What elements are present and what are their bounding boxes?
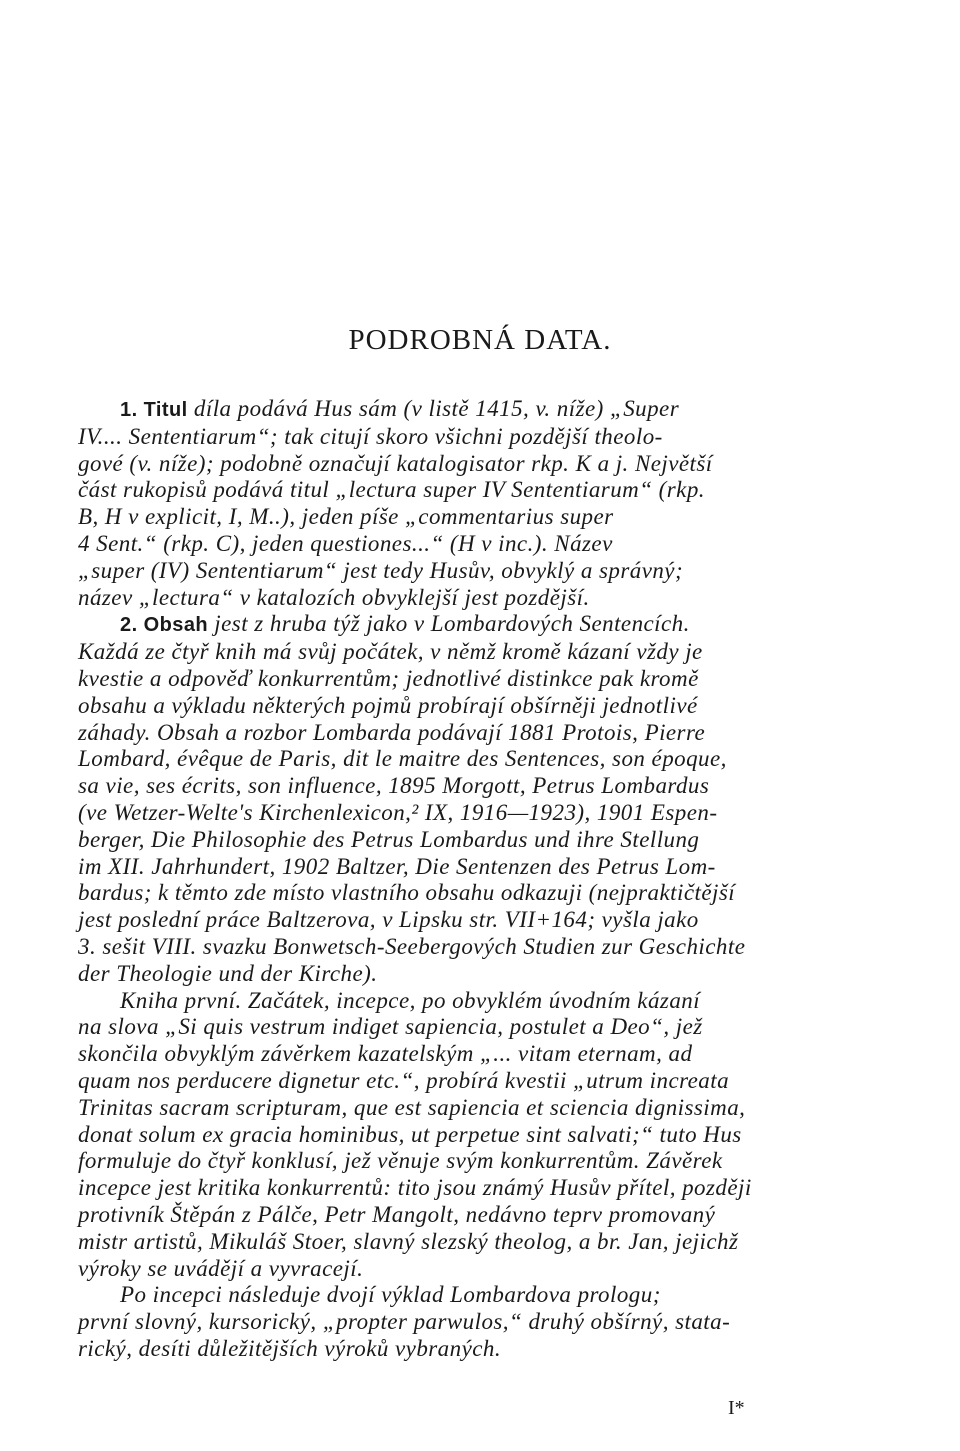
line-text: první slovný, kursorický, „propter parwulos,“ druhý obšírný, stata-: [78, 1309, 731, 1335]
text-line: [78, 504, 812, 531]
text-line: [78, 800, 812, 827]
text-line: [78, 746, 812, 773]
line-text: jest poslední práce Baltzerova, v Lipsku str. VII+164; vyšla jako: [78, 907, 699, 933]
line-text: donat solum ex gracia hominibus, ut perpetue sint salvati;“ tuto Hus: [78, 1121, 742, 1147]
line-text: Trinitas sacram scripturam, que est sapiencia et sciencia dignissima,: [78, 1094, 746, 1120]
line-text: Po incepci následuje dvojí výklad Lombardova prologu;: [120, 1282, 661, 1308]
text-line: [78, 854, 812, 881]
text-line: [78, 666, 812, 693]
text-line: [78, 531, 812, 558]
text-line: [78, 558, 812, 585]
line-text: bardus; k těmto zde místo vlastního obsahu odkazuji (nejpraktičtější: [78, 880, 736, 906]
line-text: 4 Sent.“ (rkp. C), jeden questiones...“ (H v inc.). Název: [78, 530, 613, 556]
line-text: Lombard, évêque de Paris, dit le maitre des Sentences, son époque,: [78, 746, 727, 772]
text-line: [78, 1282, 812, 1309]
folio-mark: I*: [728, 1397, 745, 1419]
line-text: formuluje do čtyř konklusí, jež věnuje svým konkurrentům. Závěrek: [78, 1148, 723, 1174]
text-line: [78, 1041, 812, 1068]
text-line: [78, 720, 812, 747]
line-text: mistr artistů, Mikuláš Stoer, slavný slezský theolog, a br. Jan, jejichž: [78, 1228, 739, 1254]
text-line: [78, 396, 812, 424]
text-line: [78, 988, 812, 1015]
section-number: 1.: [120, 399, 144, 421]
line-text: B, H v explicit, I, M..), jeden píše „commentarius super: [78, 504, 614, 530]
text-line: [78, 585, 812, 612]
text-line: [78, 451, 812, 478]
line-text: název „lectura“ v katalozích obvyklejší jest pozdější.: [78, 584, 590, 610]
text-line: [78, 1202, 812, 1229]
text-line: [78, 424, 812, 451]
text-line: [78, 1336, 812, 1363]
text-line: [78, 1256, 812, 1283]
text-line: [78, 961, 812, 988]
text-line: [78, 934, 812, 961]
text-line: [78, 907, 812, 934]
text-line: [78, 1175, 812, 1202]
text-line: [78, 827, 812, 854]
section-term: Titul: [143, 399, 188, 421]
page-heading: PODROBNÁ DATA.: [348, 324, 612, 356]
line-text: skončila obvyklým závěrkem kazatelským „... vitam eternam, ad: [78, 1041, 693, 1067]
text-line: [78, 477, 812, 504]
text-line: [78, 1095, 812, 1122]
line-text: záhady. Obsah a rozbor Lombarda podávají 1881 Protois, Pierre: [78, 719, 706, 745]
line-text: díla podává Hus sám (v listě 1415, v. níže) „Super: [187, 396, 680, 421]
line-text: berger, Die Philosophie des Petrus Lombardus und ihre Stellung: [78, 826, 700, 852]
text-line: [78, 1014, 812, 1041]
line-text: Každá ze čtyř knih má svůj počátek, v němž kromě kázaní vždy je: [78, 639, 703, 665]
line-text: der Theologie und der Kirche).: [78, 960, 378, 986]
line-text: obsahu a výkladu některých pojmů probírají obšírněji jednotlivé: [78, 692, 698, 718]
text-line: [78, 611, 812, 639]
text-line: [78, 1309, 812, 1336]
text-line: [78, 639, 812, 666]
text-line: [78, 773, 812, 800]
line-text: incepce jest kritika konkurrentů: tito jsou známý Husův přítel, později: [78, 1175, 752, 1201]
section-term: Obsah: [143, 614, 209, 637]
section-number: 2.: [120, 614, 144, 637]
text-line: [78, 1229, 812, 1256]
line-text: Kniha první. Začátek, incepce, po obvyklém úvodním kázaní: [120, 987, 701, 1013]
line-text: sa vie, ses écrits, son influence, 1895 Morgott, Petrus Lombardus: [78, 773, 710, 799]
line-text: IV.... Sententiarum“; tak citují skoro všichni pozdější theolo-: [78, 423, 663, 449]
line-text: „super (IV) Sententiarum“ jest tedy Husův, obvyklý a správný;: [78, 557, 684, 583]
line-text: část rukopisů podává titul „lectura super IV Sententiarum“ (rkp.: [78, 477, 705, 503]
line-text: jest z hruba týž jako v Lombardových Sentencích.: [208, 611, 690, 637]
line-text: kvestie a odpověď konkurrentům; jednotlivé distinkce pak kromě: [78, 665, 699, 691]
line-text: (ve Wetzer-Welte's Kirchenlexicon,² IX, 1916—1923), 1901 Espen-: [78, 799, 718, 825]
text-line: [78, 880, 812, 907]
text-line: [78, 1148, 812, 1175]
text-line: [78, 693, 812, 720]
line-text: výroky se uvádějí a vyvracejí.: [78, 1255, 364, 1281]
line-text: im XII. Jahrhundert, 1902 Baltzer, Die Sentenzen des Petrus Lom-: [78, 853, 716, 879]
line-text: 3. sešit VIII. svazku Bonwetsch-Seebergových Studien zur Geschichte: [78, 933, 746, 959]
text-line: [78, 1068, 812, 1095]
text-line: [78, 1122, 812, 1149]
line-text: rický, desíti důležitějších výroků vybraných.: [78, 1335, 502, 1361]
line-text: gové (v. níže); podobně označují katalogisator rkp. K a j. Největší: [78, 450, 713, 476]
line-text: quam nos perducere dignetur etc.“, probírá kvestii „utrum increata: [78, 1067, 730, 1093]
line-text: na slova „Si quis vestrum indiget sapiencia, postulet a Deo“, jež: [78, 1014, 703, 1040]
line-text: protivník Štěpán z Pálče, Petr Mangolt, nedávno teprv promovaný: [78, 1201, 716, 1227]
body-text: [78, 396, 812, 1363]
